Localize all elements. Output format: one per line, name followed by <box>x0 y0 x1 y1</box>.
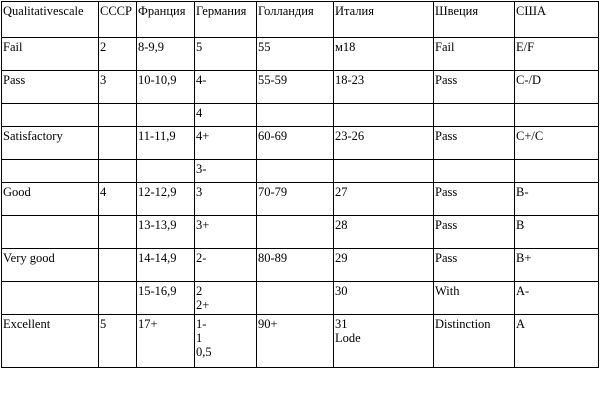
cell-germany: 3- <box>195 160 257 183</box>
cell-sweden: With <box>434 282 515 315</box>
cell-netherlands: 55 <box>257 38 334 71</box>
header-sweden: Швеция <box>434 2 515 38</box>
cell-usa: B+ <box>515 249 599 282</box>
cell-sweden: Pass <box>434 216 515 249</box>
cell-netherlands: 60-69 <box>257 127 334 160</box>
cell-usa: C+/C <box>515 127 599 160</box>
cell-germany: 5 <box>195 38 257 71</box>
cell-sweden: Pass <box>434 249 515 282</box>
header-qualitative-scale: Qualitativescale <box>2 2 99 38</box>
cell-germany: 4+ <box>195 127 257 160</box>
cell-italy <box>334 160 434 183</box>
cell-sweden <box>434 160 515 183</box>
cell-qualitative-scale: Excellent <box>2 315 99 368</box>
cell-ussr <box>99 216 137 249</box>
cell-germany: 4- <box>195 71 257 104</box>
table-row <box>2 71 599 104</box>
cell-qualitative-scale: Very good <box>2 249 99 282</box>
cell-ussr <box>99 104 137 127</box>
cell-sweden: Fail <box>434 38 515 71</box>
cell-usa: A- <box>515 282 599 315</box>
cell-italy: 27 <box>334 183 434 216</box>
table-row <box>2 216 599 249</box>
cell-france: 10-10,9 <box>137 71 195 104</box>
table-row <box>2 183 599 216</box>
grading-scale-table <box>1 1 599 368</box>
cell-netherlands: 70-79 <box>257 183 334 216</box>
table-row <box>2 315 599 368</box>
table-row <box>2 160 599 183</box>
cell-germany: 4 <box>195 104 257 127</box>
cell-italy: 31 Lode <box>334 315 434 368</box>
cell-france: 12-12,9 <box>137 183 195 216</box>
table-row <box>2 249 599 282</box>
cell-ussr: 4 <box>99 183 137 216</box>
cell-france: 14-14,9 <box>137 249 195 282</box>
cell-france: 17+ <box>137 315 195 368</box>
cell-france: 8-9,9 <box>137 38 195 71</box>
cell-italy: м18 <box>334 38 434 71</box>
cell-france: 13-13,9 <box>137 216 195 249</box>
cell-netherlands <box>257 282 334 315</box>
cell-italy <box>334 104 434 127</box>
header-germany: Германия <box>195 2 257 38</box>
cell-ussr <box>99 282 137 315</box>
cell-usa: E/F <box>515 38 599 71</box>
cell-usa: B <box>515 216 599 249</box>
cell-sweden <box>434 104 515 127</box>
cell-italy: 29 <box>334 249 434 282</box>
cell-qualitative-scale: Satisfactory <box>2 127 99 160</box>
cell-qualitative-scale <box>2 104 99 127</box>
cell-germany: 3 <box>195 183 257 216</box>
cell-italy: 28 <box>334 216 434 249</box>
table-row <box>2 38 599 71</box>
cell-germany: 1- 1 0,5 <box>195 315 257 368</box>
cell-france <box>137 160 195 183</box>
header-italy: Италия <box>334 2 434 38</box>
cell-netherlands: 90+ <box>257 315 334 368</box>
cell-netherlands <box>257 104 334 127</box>
table-header-row <box>2 2 599 38</box>
cell-netherlands: 80-89 <box>257 249 334 282</box>
header-netherlands: Голландия <box>257 2 334 38</box>
cell-sweden: Pass <box>434 127 515 160</box>
cell-ussr: 5 <box>99 315 137 368</box>
cell-qualitative-scale <box>2 160 99 183</box>
cell-sweden: Pass <box>434 183 515 216</box>
cell-qualitative-scale <box>2 282 99 315</box>
cell-france: 11-11,9 <box>137 127 195 160</box>
cell-germany: 3+ <box>195 216 257 249</box>
cell-qualitative-scale: Fail <box>2 38 99 71</box>
cell-usa <box>515 160 599 183</box>
cell-usa <box>515 104 599 127</box>
header-usa: США <box>515 2 599 38</box>
cell-france: 15-16,9 <box>137 282 195 315</box>
cell-usa: C-/D <box>515 71 599 104</box>
cell-ussr <box>99 160 137 183</box>
header-ussr: СССР <box>99 2 137 38</box>
cell-ussr <box>99 127 137 160</box>
table-row <box>2 127 599 160</box>
cell-germany: 2 2+ <box>195 282 257 315</box>
cell-italy: 30 <box>334 282 434 315</box>
cell-italy: 18-23 <box>334 71 434 104</box>
cell-germany: 2- <box>195 249 257 282</box>
cell-qualitative-scale: Good <box>2 183 99 216</box>
cell-qualitative-scale: Pass <box>2 71 99 104</box>
cell-qualitative-scale <box>2 216 99 249</box>
cell-netherlands <box>257 216 334 249</box>
cell-usa: B- <box>515 183 599 216</box>
cell-netherlands <box>257 160 334 183</box>
table-row <box>2 282 599 315</box>
cell-sweden: Pass <box>434 71 515 104</box>
table-row <box>2 104 599 127</box>
cell-usa: A <box>515 315 599 368</box>
cell-france <box>137 104 195 127</box>
cell-ussr <box>99 249 137 282</box>
cell-sweden: Distinction <box>434 315 515 368</box>
cell-netherlands: 55-59 <box>257 71 334 104</box>
header-france: Франция <box>137 2 195 38</box>
cell-ussr: 3 <box>99 71 137 104</box>
cell-italy: 23-26 <box>334 127 434 160</box>
cell-ussr: 2 <box>99 38 137 71</box>
